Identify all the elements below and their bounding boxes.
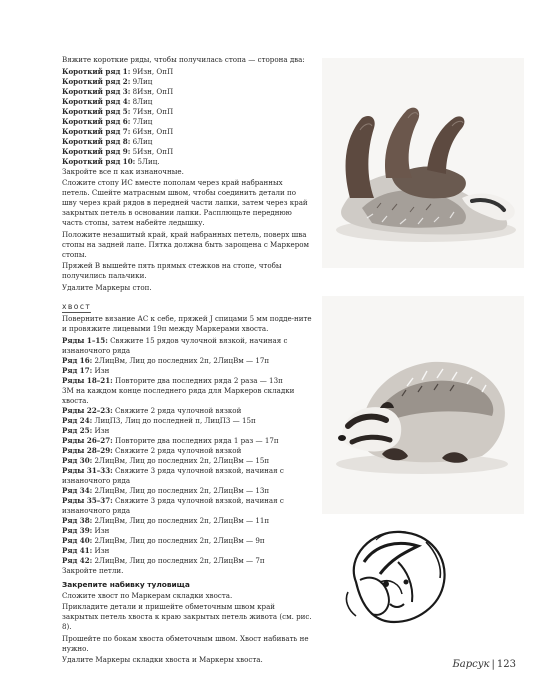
tail-row (62, 546, 312, 556)
intro-paragraph: Вяжите короткие ряды, чтобы получилась стопа — сторона два: (62, 55, 305, 64)
row-text: 8Изн, ОпП (130, 86, 174, 96)
row-text: Изн (92, 425, 110, 435)
row-text: Повторите два последних ряда 2 раза — 13п (112, 375, 283, 385)
tail-row (62, 516, 312, 526)
row-label: Ряд 41: (62, 545, 93, 555)
row-label: Ряды 35–37: (62, 495, 113, 505)
row-label: Ряд 40: (62, 535, 93, 545)
row-label: Ряды 1–15: (62, 335, 108, 345)
tail-row (62, 376, 312, 386)
paragraph: Закройте все п как изнаночные. (62, 166, 184, 176)
paragraph: Пряжей В вышейте пять прямых стежков на стопе, чтобы получились пальчики. (62, 261, 282, 280)
short-row (62, 87, 312, 97)
tail-row (62, 486, 312, 496)
row-label: Короткий ряд 5: (62, 106, 131, 116)
row-label: Ряд 34: (62, 485, 93, 495)
row-label: Короткий ряд 9: (62, 146, 131, 156)
page-footer (452, 659, 516, 670)
row-label: Ряд 42: (62, 555, 93, 565)
paragraph: Прошейте по бокам хвоста обметочным швом. Хвост набивать не нужно. (62, 633, 309, 653)
row-text: Свяжите 3 ряда чулочной вязкой, начиная с изнаночного ряда (62, 495, 284, 515)
row-text: 2ЛицВм, Лиц до последних 2п, 2ЛицВм — 17п (92, 355, 270, 365)
row-text: 9Лиц (130, 76, 153, 86)
row-text: Изн (92, 365, 110, 375)
tail-row (62, 436, 312, 446)
row-text: 7Лиц (130, 116, 153, 126)
row-text: 5Изн, ОпП (130, 146, 174, 156)
paragraph: Прикладите детали и пришейте обметочным швом край закрытых петель хвоста к краю закрытых петель живота (см. рис. 8). (62, 602, 312, 631)
tail-rows-list (62, 336, 312, 566)
row-text: 2ЛицВм, Лиц до последних 2п, 2ЛицВм — 13п (92, 485, 270, 495)
row-label: Короткий ряд 7: (62, 126, 131, 136)
tail-row (62, 526, 312, 536)
photo-badger-on-back (322, 58, 524, 268)
row-label: Короткий ряд 1: (62, 66, 131, 76)
row-text: 8Лиц (130, 96, 153, 106)
row-label: Короткий ряд 6: (62, 116, 131, 126)
short-row (62, 147, 312, 157)
row-label: Ряд 16: (62, 355, 93, 365)
row-text: 9Изн, ОпП (130, 66, 174, 76)
row-label: Ряды 18–21: (62, 375, 113, 385)
paragraph: Удалите Маркеры складки хвоста и Маркеры хвоста. (62, 655, 263, 664)
row-text: 2ЛицВм, Лиц до последних 2п, 2ЛицВм — 7п (92, 555, 265, 565)
paragraph: Удалите Маркеры стоп. (62, 282, 152, 292)
row-label: Короткий ряд 3: (62, 86, 131, 96)
tail-row (62, 356, 312, 366)
badger-sketch-drawing (336, 522, 456, 632)
paragraph: Сложите хвост по Маркерам складки хвоста. (62, 590, 233, 600)
footer-separator: | (491, 659, 495, 670)
row-label: Ряд 39: (62, 525, 93, 535)
row-text: Повторите два последних ряда 1 раз — 17п (112, 435, 279, 445)
short-row (62, 157, 312, 167)
row-text: Изн (92, 545, 110, 555)
subheading-stuffing: Закрепите набивку туловища (62, 579, 190, 589)
short-row (62, 107, 312, 117)
row-label: Ряды 28–29: (62, 445, 113, 455)
row-text: 6Лиц (130, 136, 153, 146)
page-number: 123 (496, 659, 516, 670)
tail-row (62, 416, 312, 426)
tail-row (62, 456, 312, 466)
tail-row (62, 496, 312, 516)
row-label: Ряд 30: (62, 455, 93, 465)
instructions-column (62, 55, 312, 667)
row-label: Ряд 24: (62, 415, 93, 425)
row-label: Короткий ряд 8: (62, 136, 131, 146)
photo-badger-crouching (322, 296, 524, 514)
row-text: 2ЛицВм, Лиц до последних 2п, 2ЛицВм — 11п (92, 515, 270, 525)
short-row (62, 77, 312, 87)
short-rows-list (62, 67, 312, 167)
short-row (62, 127, 312, 137)
badger-on-back-illustration (322, 58, 524, 268)
short-row (62, 97, 312, 107)
row-label: Ряд 17: (62, 365, 93, 375)
tail-row (62, 466, 312, 486)
short-row (62, 117, 312, 127)
row-text: Свяжите 3 ряда чулочной вязкой, начиная с изнаночного ряда (62, 465, 284, 485)
paragraph: Сложите стопу ИС вместе пополам через край набранных петель. Сшейте матрасным швом, чтобы соединить детали по шву через край рядов в передней части лапки, затем через край закрытых петель в основании лапки. Расплющьте переднюю часть стопы, затем набейте ледышку. (62, 178, 308, 227)
row-text: Свяжите 15 рядов чулочной вязкой, начиная с изнаночного ряда (62, 335, 288, 355)
row-label: Ряд 38: (62, 515, 93, 525)
tail-row (62, 336, 312, 356)
tail-row (62, 366, 312, 376)
tail-row-note (62, 386, 312, 406)
short-row (62, 67, 312, 77)
row-label: Короткий ряд 2: (62, 76, 131, 86)
tail-intro-paragraph: Поверните вязание АС к себе, пряжей J спицами 5 мм подде-ните и провяжите лицевыми 19п между Маркерами хвоста. (62, 314, 312, 333)
row-label: Короткий ряд 4: (62, 96, 131, 106)
row-text: ЛицП3, Лиц до последней п, ЛицП3 — 15п (92, 415, 256, 425)
tail-row (62, 406, 312, 416)
tail-row (62, 446, 312, 456)
sketch-badger-head (336, 522, 456, 632)
row-label: Ряды 31–33: (62, 465, 113, 475)
section-title-tail: хвост (62, 302, 92, 311)
row-text: 5Лиц. (135, 156, 160, 166)
row-text: 2ЛицВм, Лиц до последних 2п, 2ЛицВм — 9п (92, 535, 265, 545)
row-text: Свяжите 2 ряда чулочной вязкой (112, 445, 242, 455)
row-text: 7Изн, ОпП (130, 106, 174, 116)
short-row (62, 137, 312, 147)
row-text: 6Изн, ОпП (130, 126, 174, 136)
row-label: Ряды 22–23: (62, 405, 113, 415)
row-label: Короткий ряд 10: (62, 156, 136, 166)
badger-crouching-illustration (322, 296, 524, 514)
row-text: 2ЛицВм, Лиц до последних 2п, 2ЛицВм — 15п (92, 455, 270, 465)
footer-title: Барсук (452, 659, 490, 670)
row-text: 3М на каждом конце последнего ряда для Маркеров складки хвоста. (62, 385, 295, 405)
tail-row (62, 536, 312, 546)
tail-row (62, 426, 312, 436)
paragraph: Положите незашитый край, край набранных петель, поверх шва стопы на задней лапе. Пятка должна быть зарощена с Маркером стопы. (62, 229, 310, 259)
row-text: Свяжите 2 ряда чулочной вязкой (112, 405, 242, 415)
tail-close-paragraph: Закройте петли. (62, 565, 124, 575)
row-text: Изн (92, 525, 110, 535)
row-label: Ряд 25: (62, 425, 93, 435)
row-label: Ряды 26–27: (62, 435, 113, 445)
tail-row (62, 556, 312, 566)
